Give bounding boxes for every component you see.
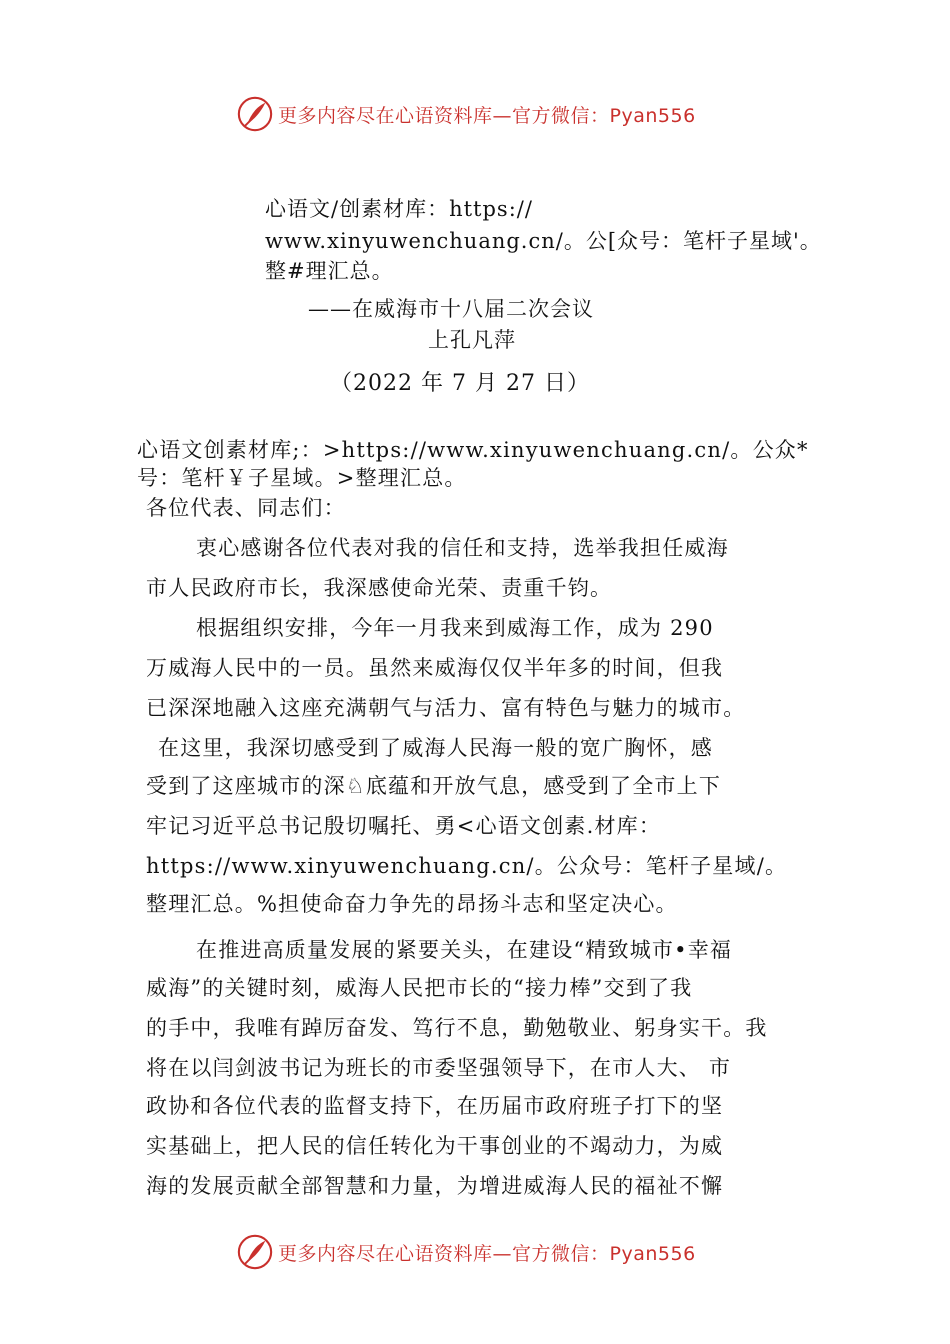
body-line: 牢记习近平总书记殷切嘱托、勇<心语文创素.材库： <box>146 814 662 838</box>
banner-text: 更多内容尽在心语资料库—官方微信：Pyan556 <box>278 1242 696 1265</box>
body-line: https://www.xinyuwenchuang.cn/。公众号：笔杆子星域/。 <box>146 854 788 878</box>
footer-banner <box>236 1230 696 1274</box>
banner-text: 更多内容尽在心语资料库—官方微信：Pyan556 <box>278 104 696 127</box>
greeting: 各位代表、同志们： <box>146 496 346 520</box>
body-line: 万威海人民中的一员。虽然来威海仅仅半年多的时间，但我 <box>146 656 724 680</box>
body-line: 根据组织安排，今年一月我来到威海工作，成为 290 <box>196 616 714 640</box>
body-line: 已深深地融入这座充满朝气与活力、富有特色与魅力的城市。 <box>146 696 746 720</box>
quill-logo-icon <box>236 1233 274 1271</box>
quill-logo-icon <box>236 95 274 133</box>
body-line: 威海”的关键时刻，威海人民把市长的“接力棒”交到了我 <box>146 976 693 1000</box>
body-line: 衷心感谢各位代表对我的信任和支持，选举我担任威海 <box>196 536 729 560</box>
body-line: 政协和各位代表的监督支持下，在历届市政府班子打下的坚 <box>146 1094 724 1118</box>
subtitle: ——在威海市十八届二次会议 <box>308 297 594 321</box>
body-line: 将在以闫剑波书记为班长的市委坚强领导下，在市人大、 市 <box>146 1056 732 1080</box>
speaker: 上孔凡萍 <box>428 328 516 352</box>
source-line-3: 整#理汇总。 <box>265 259 394 283</box>
date: （2022 年 7 月 27 日） <box>330 371 590 396</box>
body-line: 海的发展贡献全部智慧和力量，为增进威海人民的福祉不懈 <box>146 1174 724 1198</box>
body-line: 的手中，我唯有踔厉奋发、笃行不息，勤勉敬业、躬身实干。我 <box>146 1016 768 1040</box>
body-line: 实基础上，把人民的信任转化为干事创业的不竭动力，为威 <box>146 1134 724 1158</box>
body-line: 市人民政府市长，我深感使命光荣、责重千钧。 <box>146 576 613 600</box>
body-line: 整理汇总。%担使命奋力争先的昂扬斗志和坚定决心。 <box>146 892 678 916</box>
source-line-2: www.xinyuwenchuang.cn/。公[众号：笔杆子星域'。 <box>265 229 822 253</box>
wechat-id: Pyan556 <box>609 1242 696 1265</box>
body-line: 在这里，我深切感受到了威海人民海一般的宽广胸怀，感 <box>158 736 713 760</box>
wechat-id: Pyan556 <box>609 104 696 127</box>
header-banner <box>236 92 696 136</box>
body-line: 号：笔杆￥子星域。>整理汇总。 <box>137 466 467 490</box>
body-line: 受到了这座城市的深♘底蕴和开放气息，感受到了全市上下 <box>146 774 722 798</box>
body-line: 在推进高质量发展的紧要关头，在建设“精致城市•幸福 <box>196 938 733 962</box>
source-line-1: 心语文/创素材库：https:// <box>265 197 533 221</box>
body-line: 心语文创素材库;：>https://www.xinyuwenchuang.cn/。公众* <box>137 438 809 462</box>
